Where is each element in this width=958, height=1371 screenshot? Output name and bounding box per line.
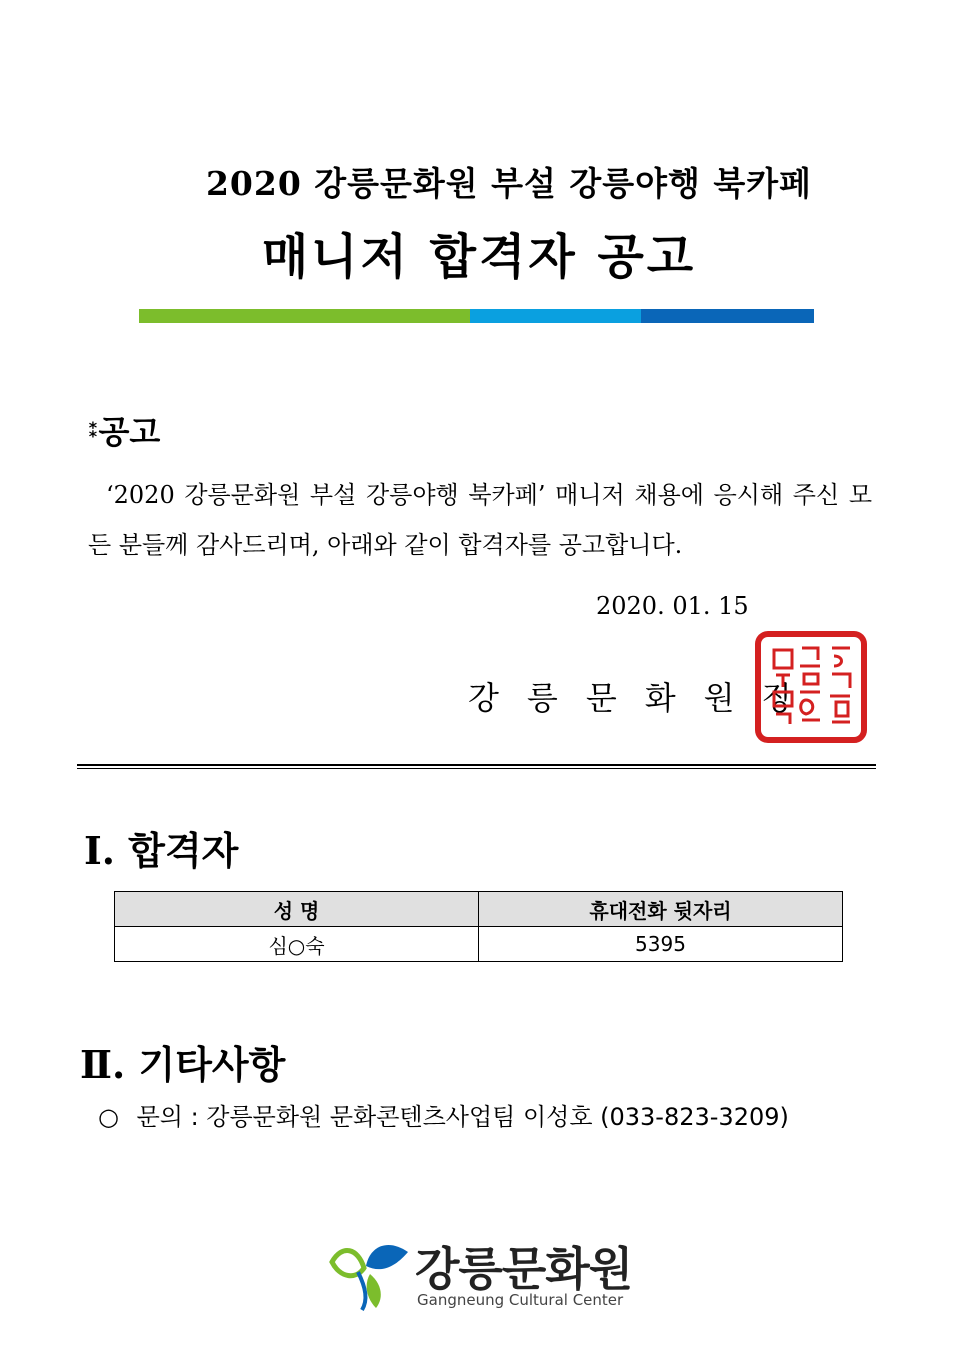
logo-name: 강릉문화원	[415, 1242, 633, 1296]
color-bar-darkblue	[641, 309, 814, 323]
table-header-row	[115, 892, 843, 927]
bullet-icon: ○	[98, 1103, 119, 1131]
table-header-name: 성 명	[115, 892, 479, 927]
table-cell-name: 심○숙	[115, 927, 479, 962]
section-1-heading: Ⅰ. 합격자	[84, 828, 239, 873]
color-bar-green	[139, 309, 470, 323]
signer-name: 강릉문화원장	[468, 679, 822, 717]
logo-english: Gangneung Cultural Center	[417, 1291, 624, 1309]
notice-date: 2020. 01. 15	[596, 592, 749, 620]
result-table	[114, 891, 843, 962]
table-header-phone: 휴대전화 뒷자리	[479, 892, 843, 927]
official-seal	[754, 630, 868, 744]
section-2-heading: Ⅱ. 기타사항	[80, 1042, 286, 1087]
contact-text: 문의 : 강릉문화원 문화콘텐츠사업팀 이성호 (033-823-3209)	[136, 1103, 789, 1131]
notice-heading-text: 공고	[98, 413, 161, 451]
table-cell-phone: 5395	[479, 927, 843, 962]
document-subtitle: 2020 강릉문화원 부설 강릉야행 북카페	[205, 164, 813, 203]
notice-body: ‘2020 강릉문화원 부설 강릉야행 북카페’ 매니저 채용에 응시해 주신 모든 분들께 감사드리며, 아래와 같이 합격자를 공고합니다.	[88, 481, 872, 559]
divider-thick	[77, 764, 876, 766]
table-row	[115, 927, 843, 962]
contact-line	[98, 1097, 789, 1132]
star-icon: ⁑	[88, 418, 99, 442]
logo-leaf-icon	[326, 1232, 416, 1314]
notice-heading	[88, 407, 160, 453]
divider-thin	[77, 768, 876, 769]
color-bar-lightblue	[470, 309, 641, 323]
document-title: 매니저 합격자 공고	[261, 229, 697, 285]
